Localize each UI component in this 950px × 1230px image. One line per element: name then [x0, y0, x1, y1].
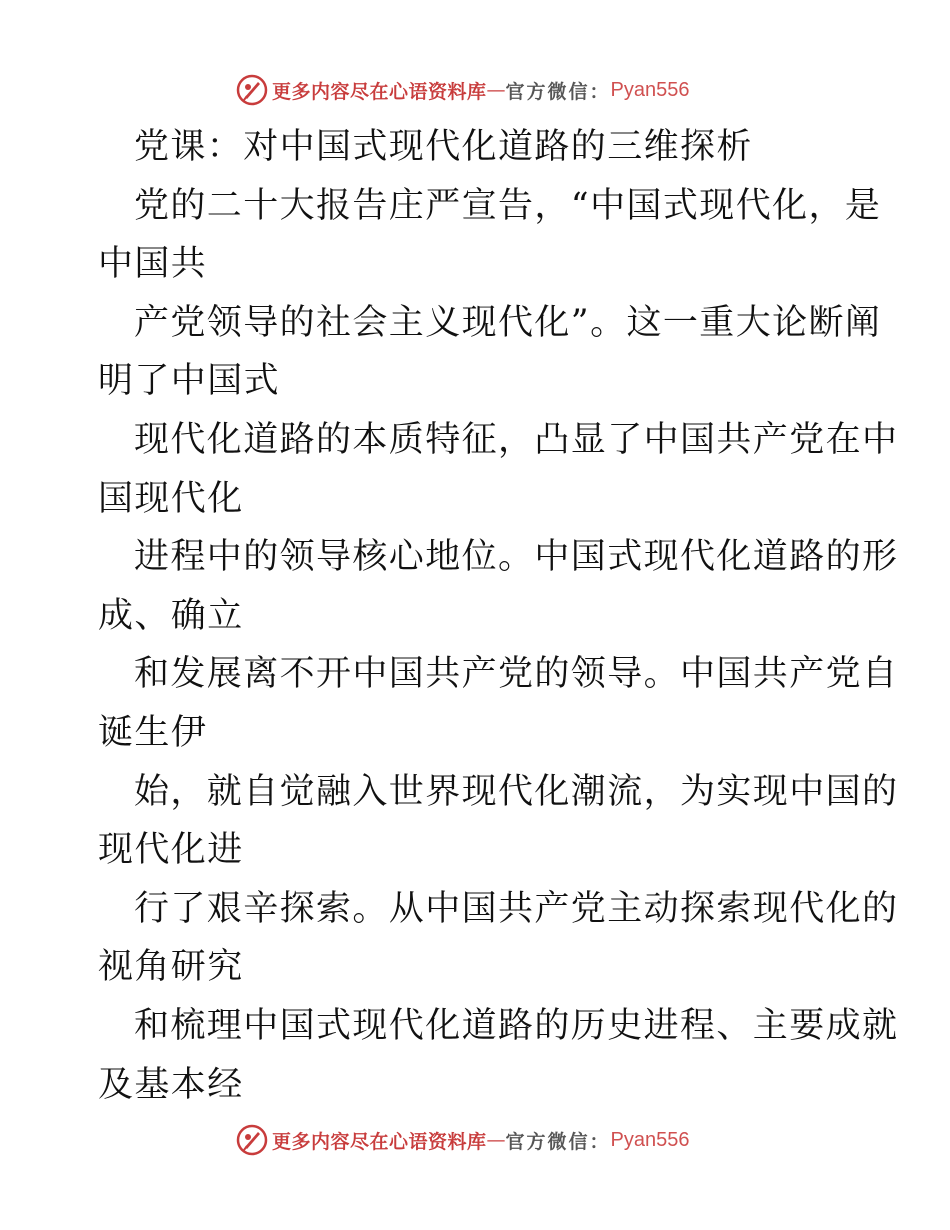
- text-line: 国现代化: [98, 478, 244, 519]
- watermark-official-label: 官方微信：: [505, 80, 611, 103]
- watermark-wechat-id: Pyan556: [610, 78, 690, 101]
- text-line: 成、确立: [98, 595, 244, 636]
- document-body: [98, 118, 899, 1114]
- text-line: 行了艰辛探索。从中国共产党主动探索现代化的: [134, 888, 899, 929]
- text-line: 诞生伊: [98, 712, 208, 753]
- quill-logo-icon: [236, 1124, 268, 1156]
- text-line: 视角研究: [98, 947, 244, 988]
- text-line: 党课：对中国式现代化道路的三维探析: [134, 127, 753, 167]
- watermark-dash: —: [486, 79, 506, 101]
- text-line: 及基本经: [98, 1064, 244, 1105]
- text-line: 进程中的领导核心地位。中国式现代化道路的形: [134, 537, 899, 578]
- watermark-site-text: 更多内容尽在心语资料库: [272, 80, 487, 103]
- watermark-dash: —: [486, 1129, 506, 1151]
- text-line: 现代化道路的本质特征，凸显了中国共产党在中: [134, 419, 899, 460]
- text-line: 始，就自觉融入世界现代化潮流，为实现中国的: [134, 771, 899, 812]
- text-line: 党的二十大报告庄严宣告，“中国式现代化，是: [134, 185, 882, 226]
- text-line: 和梳理中国式现代化道路的历史进程、主要成就: [134, 1005, 899, 1046]
- text-line: 明了中国式: [98, 361, 281, 402]
- text-line: 现代化进: [98, 830, 244, 871]
- text-line: 和发展离不开中国共产党的领导。中国共产党自: [134, 654, 899, 695]
- header-watermark: [236, 72, 690, 108]
- quill-logo-icon: [236, 74, 268, 106]
- text-line: 产党领导的社会主义现代化”。这一重大论断阐: [134, 302, 882, 343]
- text-line: 中国共: [98, 244, 208, 285]
- watermark-wechat-id: Pyan556: [610, 1128, 690, 1151]
- watermark-site-text: 更多内容尽在心语资料库: [272, 1130, 487, 1153]
- footer-watermark: [236, 1122, 690, 1158]
- watermark-official-label: 官方微信：: [505, 1130, 611, 1153]
